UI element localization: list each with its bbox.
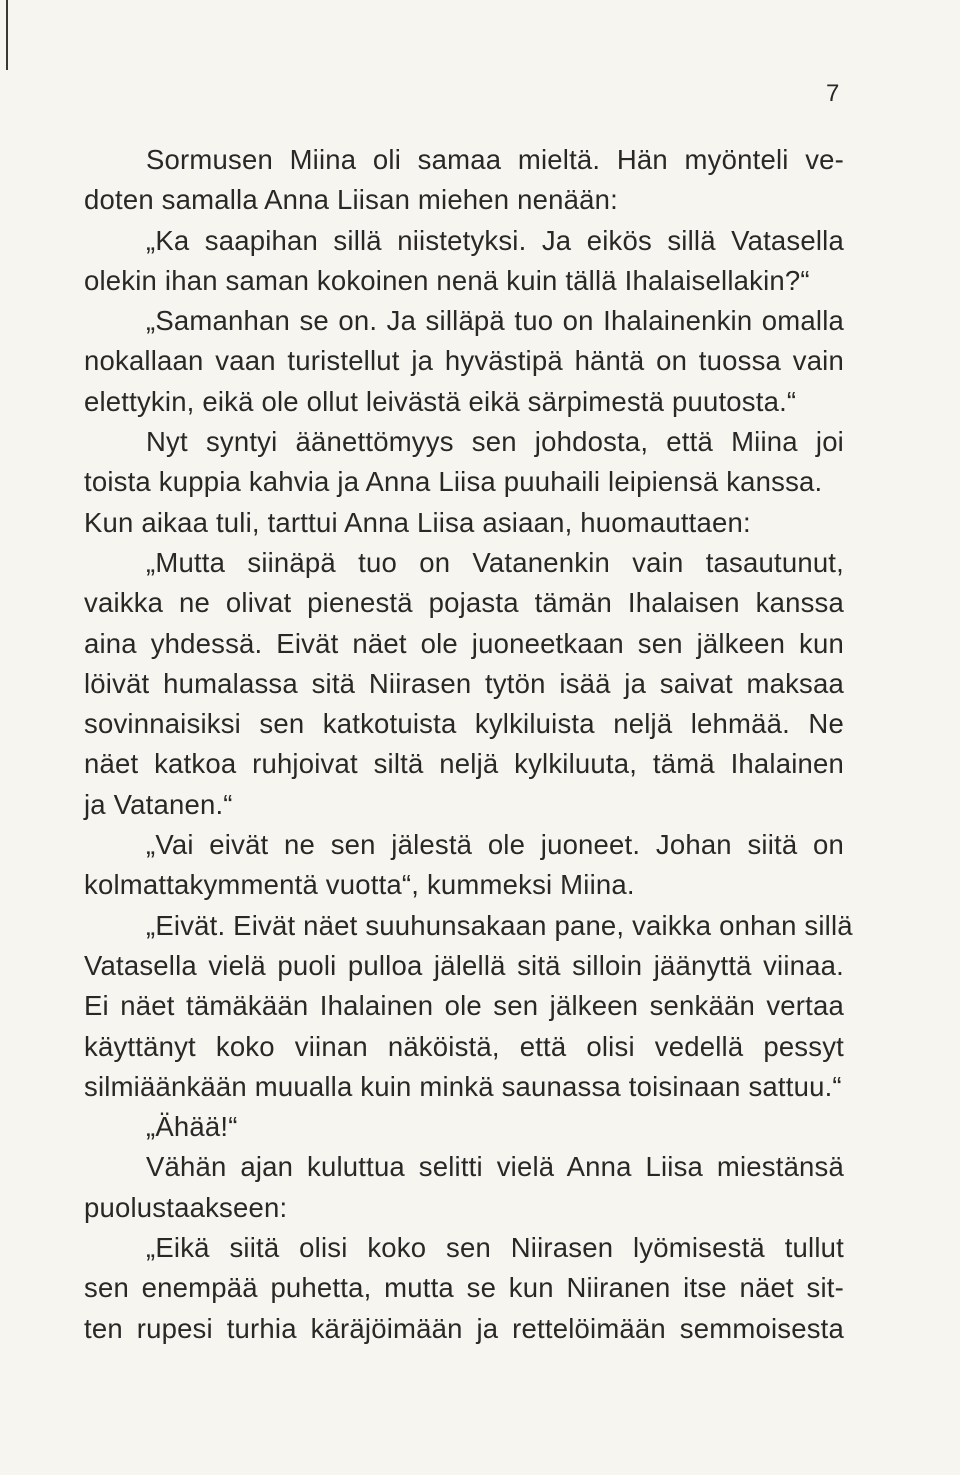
text-line: sen enempää puhetta, mutta se kun Niiranen itse näet sit- — [84, 1272, 844, 1304]
text-line: vaikka ne olivat pienestä pojasta tämän Ihalaisen kanssa — [84, 587, 844, 619]
text-line: toista kuppia kahvia ja Anna Liisa puuhaili leipiensä kanssa. — [84, 466, 823, 498]
text-line: näet katkoa ruhjoivat siltä neljä kylkiluuta, tämä Ihalainen — [84, 748, 844, 780]
text-line: „Samanhan se on. Ja silläpä tuo on Ihalainenkin omalla — [146, 305, 844, 337]
page-edge-line — [6, 0, 8, 70]
body-text — [84, 140, 853, 1349]
text-line: Ei näet tämäkään Ihalainen ole sen jälkeen senkään vertaa — [84, 990, 844, 1022]
text-line: elettykin, eikä ole ollut leivästä eikä särpimestä puutosta.“ — [84, 385, 797, 417]
text-line: Sormusen Miina oli samaa mieltä. Hän myönteli ve- — [146, 144, 844, 175]
text-line: „Mutta siinäpä tuo on Vatanenkin vain tasautunut, — [146, 546, 844, 578]
text-line: nokallaan vaan turistellut ja hyvästipä häntä on tuossa vain — [84, 345, 844, 377]
text-line: puolustaakseen: — [84, 1191, 288, 1223]
text-line: doten samalla Anna Liisan miehen nenään: — [84, 184, 618, 216]
text-line: Vatasella vielä puoli pulloa jälellä sitä silloin jäänyttä viinaa. — [84, 949, 844, 981]
text-line: „Eikä siitä olisi koko sen Niirasen lyömisestä tullut — [146, 1232, 844, 1264]
text-line: olekin ihan saman kokoinen nenä kuin tällä Ihalaisellakin?“ — [84, 264, 810, 296]
text-line: „Ähää!“ — [146, 1111, 238, 1143]
text-line: „Eivät. Eivät näet suuhunsakaan pane, vaikka onhan sillä — [146, 909, 853, 941]
text-line: Kun aikaa tuli, tarttui Anna Liisa asiaan, huomauttaen: — [84, 506, 751, 538]
text-line: silmiäänkään muualla kuin minkä saunassa toisinaan sattuu.“ — [84, 1070, 842, 1102]
text-line: sovinnaisiksi sen katkotuista kylkiluista neljä lehmää. Ne — [84, 708, 844, 740]
text-line: löivät humalassa sitä Niirasen tytön isää ja saivat maksaa — [84, 667, 844, 699]
text-line: Nyt syntyi äänettömyys sen johdosta, että Miina joi — [146, 426, 844, 458]
text-line: „Vai eivät ne sen jälestä ole juoneet. Johan siitä on — [146, 829, 844, 861]
page-number: 7 — [826, 80, 840, 107]
text-line: kolmattakymmentä vuotta“, kummeksi Miina. — [84, 869, 635, 901]
text-line: ten rupesi turhia käräjöimään ja rettelöimään semmoisesta — [84, 1312, 844, 1344]
text-line: käyttänyt koko viinan näköistä, että olisi vedellä pessyt — [84, 1030, 844, 1062]
text-line: aina yhdessä. Eivät näet ole juoneetkaan sen jälkeen kun — [84, 627, 844, 659]
text-line: „Ka saapihan sillä niistetyksi. Ja eikös sillä Vatasella — [146, 224, 844, 256]
text-line: ja Vatanen.“ — [84, 788, 233, 820]
text-line: Vähän ajan kuluttua selitti vielä Anna Liisa miestänsä — [146, 1151, 844, 1183]
